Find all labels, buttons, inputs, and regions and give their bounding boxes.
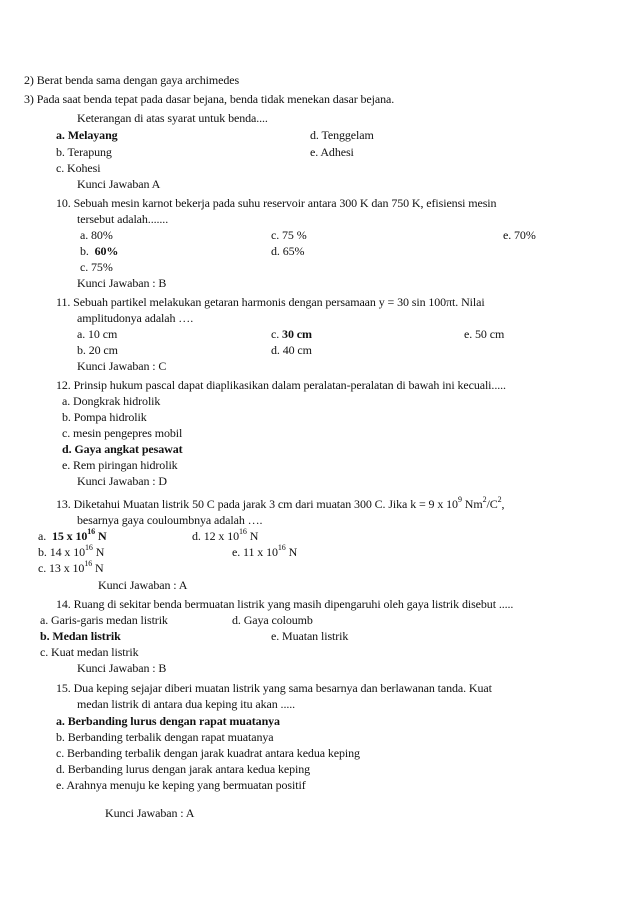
q11-option-c: c. 30 cm — [271, 327, 312, 341]
q15-text: 15. Dua keping sejajar diberi muatan listrik yang sama besarnya dan berlawanan tanda. Kuat — [56, 681, 492, 695]
q12-option-b: b. Pompa hidrolik — [62, 410, 147, 424]
intro-answer-key: Kunci Jawaban A — [77, 177, 161, 191]
q11-option-b: b. 20 cm — [77, 343, 118, 357]
q10-option-c: c. 75% — [80, 260, 113, 274]
q13-answer-key: Kunci Jawaban : A — [98, 578, 188, 592]
q15-text-cont: medan listrik di antara dua keping itu akan ..... — [77, 697, 296, 711]
q13-option-b: b. 14 x $10^{16}$ N — [38, 543, 105, 559]
statement-3: 3) Pada saat benda tepat pada dasar bejana, benda tidak menekan dasar bejana. — [24, 92, 395, 106]
intro-option-a: a. Melayang — [56, 128, 118, 142]
intro-option-e: e. Adhesi — [310, 145, 354, 159]
q14-option-c: c. Kuat medan listrik — [40, 645, 139, 659]
q10-option-b: b. 60% — [80, 244, 119, 258]
q14-answer-key: Kunci Jawaban : B — [77, 661, 167, 675]
intro-option-c: c. Kohesi — [56, 161, 101, 175]
statement-2: 2) Berat benda sama dengan gaya archimedes — [24, 73, 240, 87]
q10-text: 10. Sebuah mesin karnot bekerja pada suhu reservoir antara 300 K dan 750 K, efisiensi mesin — [56, 196, 497, 210]
q11-option-a: a. 10 cm — [77, 327, 118, 341]
q14-option-a: a. Garis-garis medan listrik — [40, 613, 168, 627]
intro-option-b: b. Terapung — [56, 145, 112, 159]
q15-option-b: b. Berbanding terbalik dengan rapat muatanya — [56, 730, 274, 744]
q11-text-cont: amplitudonya adalah …. — [77, 311, 194, 325]
q11-option-e: e. 50 cm — [464, 327, 505, 341]
q13-option-e: e. 11 x $10^{16}$ N — [232, 543, 298, 559]
intro-option-d: d. Tenggelam — [310, 128, 374, 142]
q15-option-e: e. Arahnya menuju ke keping yang bermuatan positif — [56, 778, 306, 792]
q15-option-c: c. Berbanding terbalik dengan jarak kuadrat antara kedua keping — [56, 746, 360, 760]
q14-option-e: e. Muatan listrik — [271, 629, 349, 643]
q11-text: 11. Sebuah partikel melakukan getaran harmonis dengan persamaan y = 30 sin 100πt. Nilai — [56, 295, 485, 309]
q13-option-a: a. 15 x $10^{16}$ N — [38, 527, 107, 543]
q10-option-d: d. 65% — [271, 244, 305, 258]
q12-option-d: d. Gaya angkat pesawat — [62, 442, 183, 456]
q12-option-a: a. Dongkrak hidrolik — [62, 394, 161, 408]
q12-answer-key: Kunci Jawaban : D — [77, 474, 167, 488]
q13-correct-answer: 15 x $10^{16}$ N — [51, 527, 107, 543]
q12-option-c: c. mesin pengepres mobil — [62, 426, 183, 440]
q11-option-d: d. 40 cm — [271, 343, 312, 357]
q11-correct-answer: 30 cm — [282, 327, 312, 341]
q13-text-cont: besarnya gaya couloumbnya adalah …. — [77, 513, 263, 527]
q15-option-a: a. Berbanding lurus dengan rapat muatanya — [56, 714, 280, 728]
q12-option-e: e. Rem piringan hidrolik — [62, 458, 178, 472]
q15-option-d: d. Berbanding lurus dengan jarak antara kedua keping — [56, 762, 311, 776]
q14-option-d: d. Gaya coloumb — [232, 613, 313, 627]
q11-answer-key: Kunci Jawaban : C — [77, 359, 167, 373]
q14-option-b: b. Medan listrik — [40, 629, 121, 643]
q13-option-c: c. 13 x $10^{16}$ N — [38, 559, 104, 575]
q10-text-cont: tersebut adalah....... — [77, 212, 169, 226]
q12-text: 12. Prinsip hukum pascal dapat diaplikasikan dalam peralatan-peralatan di bawah ini kecuali..... — [56, 378, 506, 392]
q14-text: 14. Ruang di sekitar benda bermuatan listrik yang masih dipengaruhi oleh gaya listrik disebut ..... — [56, 597, 514, 611]
q10-option-c-col2: c. 75 % — [271, 228, 307, 242]
q10-correct-answer: 60% — [94, 244, 119, 258]
q13-text: 13. Diketahui Muatan listrik 50 C pada jarak 3 cm dari muatan 300 C. Jika k = 9 x $10^9$ $Nm^2/C^2$, — [56, 495, 505, 511]
q10-answer-key: Kunci Jawaban : B — [77, 276, 167, 290]
q15-answer-key: Kunci Jawaban : A — [105, 806, 195, 820]
q13-option-d: d. 12 x $10^{16}$ N — [192, 527, 259, 543]
q10-option-a: a. 80% — [80, 228, 113, 242]
q10-option-e: e. 70% — [503, 228, 536, 242]
keterangan: Keterangan di atas syarat untuk benda.... — [77, 111, 268, 125]
